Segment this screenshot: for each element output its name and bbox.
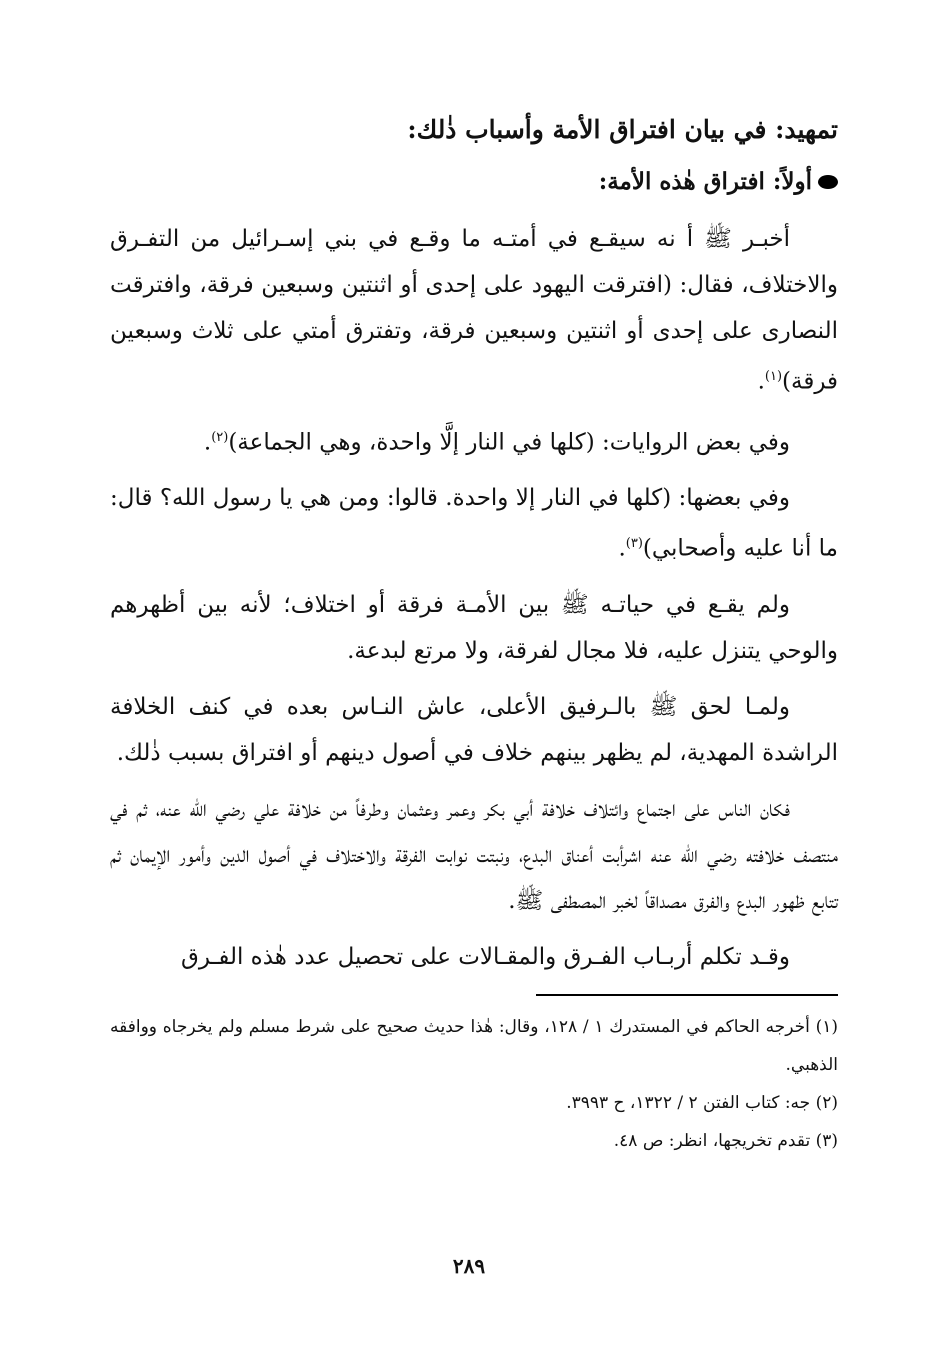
paragraph-6 <box>110 786 838 924</box>
footnote-2: (٢) جه: كتاب الفتن ٢ / ١٣٢٢، ح ٣٩٩٣. <box>566 1092 838 1113</box>
paragraph-4 <box>110 582 838 674</box>
paragraph-text: وفي بعضها: (كلها في النار إلا واحدة. قالوا: ومن هي يا رسول الله؟ قال: ما أنا عليه وأصحابي) <box>110 485 838 562</box>
footnote-ref: (٣) <box>625 536 643 552</box>
paragraph-text: ولم يقـع في حياتـه ﷺ بين الأمـة فرقة أو اختلاف؛ لأنه بين أظهرهم والوحي يتنزل عليه، فلا مجال لفرقة، ولا مرتع لبدعة. <box>110 591 838 664</box>
paragraph-text: وفي بعض الروايات: (كلها في النار إلَّا واحدة، وهي الجماعة) <box>228 429 790 456</box>
paragraph-text: وقـد تكلم أربـاب الفـرق والمقـالات على تحصيل عدد هٰذه الفـرق <box>181 943 790 970</box>
paragraph-text: فكان الناس على اجتماع وائتلاف خلافة أبي بكر وعمر وعثمان وطرفاً من خلافة علي رضي الله عنه، ثم في منتصف خلافته رضي الله عنه اشرأبت أعناق البدع، ونبتت نوابت الفرقة والاختلاف في أصول الدين وأمور الإيمان ثم تتابع ظهور البدع والفرق مصداقاً لخبر المصطفى ﷺ. <box>110 795 838 914</box>
paragraph-text: أخبـر ﷺ أ نه سيقـع في أمتـه ما وقـع في بني إسـرائيل من التفـرق والاختلاف، فقال: (افترقت اليهود على إحدى أو اثنتين وسبعين فرقة، وافترقت النصارى على إحدى أو اثنتين وسبعين فرقة، وتفترق أمتي على ثلاث وسبعين فرقة) <box>110 226 838 395</box>
page-number: ٢٨٩ <box>452 1254 486 1278</box>
page-body <box>110 110 838 1160</box>
paragraph-2 <box>110 415 838 466</box>
bullet-icon <box>818 175 838 189</box>
footnote-ref: (٢) <box>211 429 229 445</box>
paragraph-end: . <box>203 429 212 456</box>
section-heading: تمهيد: في بيان افتراق الأمة وأسباب ذٰلك: <box>407 115 838 144</box>
paragraph-1 <box>110 216 838 405</box>
footnote-3: (٣) تقدم تخريجها، انظر: ص ٤٨. <box>613 1130 838 1151</box>
paragraph-text: ولمـا لحق ﷺ بالـرفيق الأعلى، عاش النـاس بعده في كنف الخلافة الراشدة المهدية، لم يظهر بينهم خلاف في أصول دينهم أو افتراق بسبب ذٰلك. <box>110 693 838 766</box>
paragraph-5 <box>110 684 838 776</box>
footnote-1: (١) أخرجه الحاكم في المستدرك ١ / ١٢٨، وقال: هٰذا حديث صحيح على شرط مسلم ولم يخرجاه ووافقه الذهبي. <box>110 1016 838 1075</box>
paragraph-end: . <box>757 368 765 395</box>
footnote-ref: (١) <box>764 369 783 384</box>
paragraph-end: . <box>618 535 626 562</box>
subsection-heading-text: أولاً: افتراق هٰذه الأمة: <box>598 168 812 195</box>
subsection-heading <box>110 162 838 202</box>
paragraph-7 <box>110 934 838 980</box>
footnote-divider <box>536 994 838 996</box>
paragraph-3 <box>110 475 838 572</box>
